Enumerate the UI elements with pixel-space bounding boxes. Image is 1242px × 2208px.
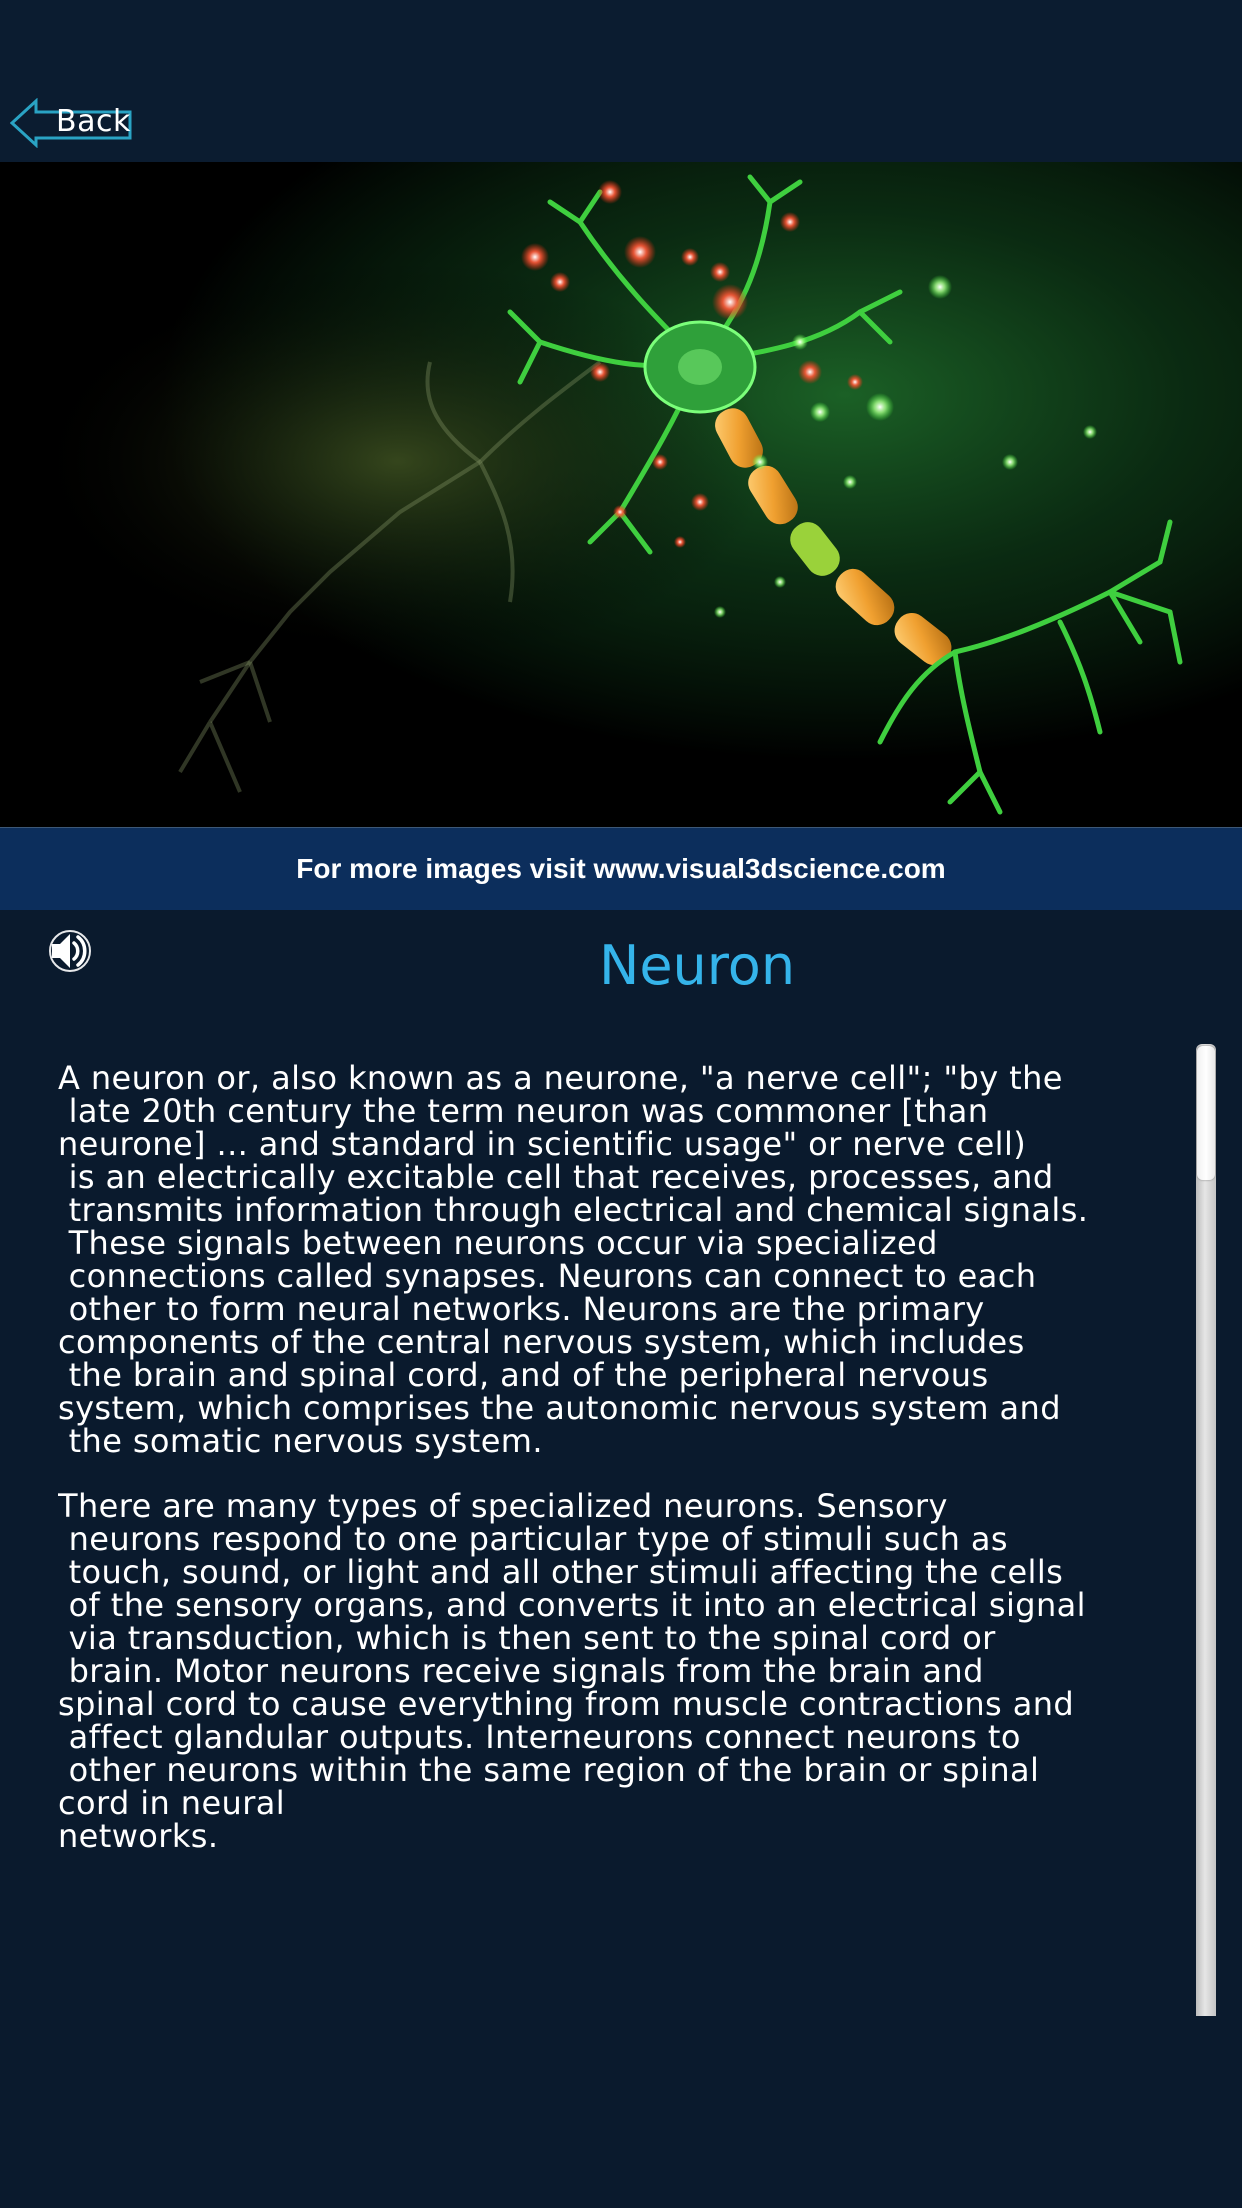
- top-bar: [0, 0, 1242, 162]
- page-title: [0, 934, 1242, 997]
- article-paragraph: A neuron or, also known as a neurone, "a nerve cell"; "by the late 20th century the term neuron was commoner [than neurone] ... and standard in scientific usage" or nerve cell) is an electrically excitable cell that receives, processes, and transmits information through electrical and chemical signals. These signals between neurons occur via specialized connections called synapses. Neurons can connect to each other to form neural networks. Neurons are the primary components of the central nervous system, which includes the brain and spinal cord, and of the peripheral nervous system, which comprises the autonomic nervous system and the somatic nervous system.: [58, 1062, 1089, 1460]
- article-body: [58, 1062, 1194, 2012]
- page-title-text: Neuron: [598, 934, 796, 997]
- scrollbar-track[interactable]: [1196, 1044, 1216, 2016]
- article-paragraph: There are many types of specialized neurons. Sensory neurons respond to one particular type of stimuli such as touch, sound, or light and all other stimuli affecting the cells of the sensory organs, and converts it into an electrical signal via transduction, which is then sent to the spinal cord or brain. Motor neurons receive signals from the brain and spinal cord to cause everything from muscle contractions and affect glandular outputs. Interneurons connect neurons to other neurons within the same region of the brain or spinal cord in neural networks.: [58, 1487, 1086, 1855]
- back-label: Back: [56, 104, 131, 139]
- promo-banner[interactable]: [0, 827, 1242, 910]
- scrollbar-thumb[interactable]: [1197, 1046, 1215, 1180]
- promo-link[interactable]: For more images visit www.visual3dscience.com: [296, 853, 946, 884]
- neuron-illustration: [0, 162, 1242, 827]
- back-button[interactable]: [10, 98, 134, 148]
